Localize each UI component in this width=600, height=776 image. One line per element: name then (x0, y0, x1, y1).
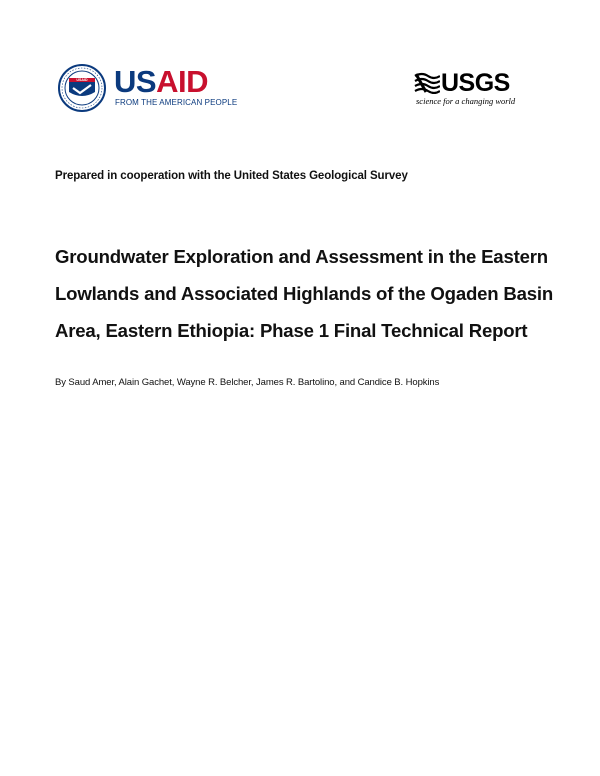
usgs-wave-icon (414, 72, 440, 94)
usgs-logo (414, 69, 518, 110)
report-title (55, 238, 555, 349)
usaid-word-aid: AID (156, 64, 208, 99)
usaid-seal-icon (58, 64, 106, 112)
usgs-tagline: science for a changing world (416, 96, 516, 106)
usgs-wordmark: USGS (441, 69, 510, 97)
usaid-seal-text: USAID (76, 78, 88, 82)
report-title-line: Area, Eastern Ethiopia: Phase 1 Final Technical Report (55, 320, 528, 341)
usaid-logo (58, 64, 238, 114)
usaid-word-us: US (114, 64, 157, 99)
authors-line: By Saud Amer, Alain Gachet, Wayne R. Belcher, James R. Bartolino, and Candice B. Hopkins (55, 377, 440, 388)
prepared-in-cooperation-line: Prepared in cooperation with the United States Geological Survey (55, 170, 408, 182)
report-title-line: Groundwater Exploration and Assessment in the Eastern (55, 246, 548, 267)
report-title-line: Lowlands and Associated Highlands of the Ogaden Basin (55, 283, 554, 304)
usaid-wordmark (114, 66, 208, 98)
usaid-tagline: FROM THE AMERICAN PEOPLE (115, 98, 238, 107)
